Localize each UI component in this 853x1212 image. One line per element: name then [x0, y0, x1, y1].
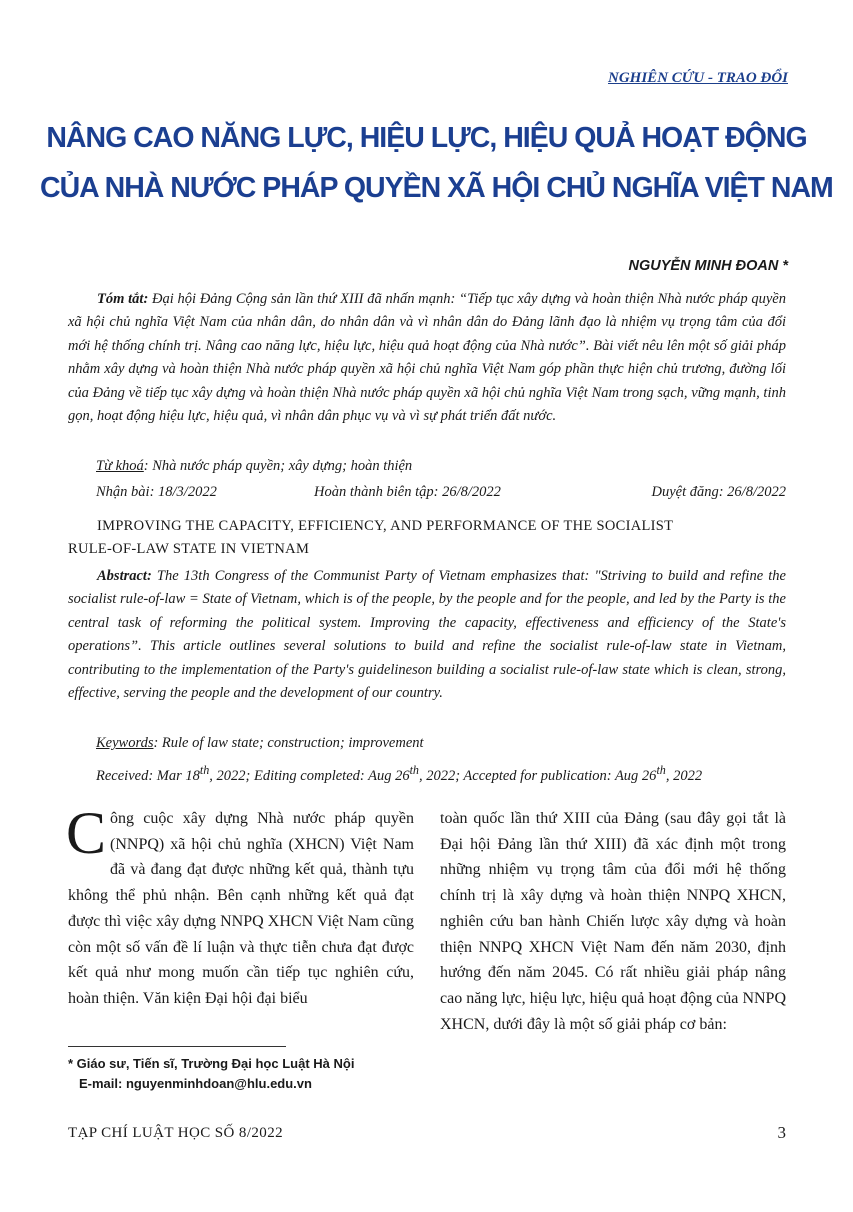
accepted-en-sup: th	[656, 763, 666, 777]
footnote-email: E-mail: nguyenminhdoan@hlu.edu.vn	[79, 1076, 312, 1091]
received-date: Nhận bài: 18/3/2022	[96, 484, 217, 500]
keywords-vi-label: Từ khoá	[96, 458, 144, 474]
dates-en	[96, 759, 786, 788]
keywords-en	[96, 732, 786, 755]
footnote	[68, 1054, 428, 1094]
author: NGUYỄN MINH ĐOAN *	[628, 258, 788, 274]
drop-cap: C	[66, 800, 107, 866]
footnote-divider	[68, 1046, 286, 1047]
section-tag: NGHIÊN CỨU - TRAO ĐỔI	[608, 70, 788, 86]
abstract-en-label: Abstract:	[97, 568, 152, 584]
edited-en: , 2022; Editing completed: Aug 26	[209, 767, 410, 784]
edited-en-sup: th	[409, 763, 419, 777]
abstract-en-text: The 13th Congress of the Communist Party of Vietnam emphasizes that: "Striving to build and refine the socialist rule-of-law = State of Vietnam, which is of the people, by the people and for the people, and led by the Party is the central task of reforming the political system. Improving the capacity, effectiveness and efficiency of the State's operations”. This article outlines several solutions to build and refine the socialist rule-of-law state in Vietnam, contributing to the implementation of the Party's guidelineson building a socialist rule-of-law state which is clean, strong, effective, serving the people and the development of our country.	[68, 568, 786, 702]
keywords-vi	[96, 455, 786, 478]
abstract-vi-label: Tóm tắt:	[97, 291, 149, 307]
english-title-line1: IMPROVING THE CAPACITY, EFFICIENCY, AND PERFORMANCE OF THE SOCIALIST	[97, 518, 674, 534]
dates-vi	[96, 484, 786, 506]
journal-footer: TẠP CHÍ LUẬT HỌC SỐ 8/2022	[68, 1125, 283, 1141]
accepted-date: Duyệt đăng: 26/8/2022	[651, 484, 786, 500]
edited-date: Hoàn thành biên tập: 26/8/2022	[314, 484, 501, 500]
received-en: Received: Mar 18	[96, 767, 200, 784]
body-left-text: ông cuộc xây dựng Nhà nước pháp quyền (NNPQ) xã hội chủ nghĩa (XHCN) Việt Nam đã và đang đạt được những kết quả, thành tựu không thể phủ nhận. Bên cạnh những kết quả đạt được thì việc xây dựng NNPQ XHCN Việt Nam cũng còn một số vấn đề lí luận và thực tiễn chưa đạt được kết quả như mong muốn cần tiếp tục nghiên cứu, hoàn thiện. Văn kiện Đại hội đại biểu	[68, 810, 414, 1007]
body-column-left	[66, 800, 414, 1012]
abstract-vi	[68, 288, 786, 428]
article-title-line2: CỦA NHÀ NƯỚC PHÁP QUYỀN XÃ HỘI CHỦ NGHĨA VIỆT NAM	[40, 172, 833, 204]
abstract-en	[68, 565, 786, 705]
keywords-vi-text: : Nhà nước pháp quyền; xây dựng; hoàn thiện	[143, 458, 413, 474]
english-title	[68, 515, 786, 561]
body-column-right	[440, 806, 786, 1037]
keywords-en-label: Keywords	[96, 735, 154, 751]
footnote-affiliation: * Giáo sư, Tiến sĩ, Trường Đại học Luật Hà Nội	[68, 1056, 355, 1071]
english-title-line2: RULE-OF-LAW STATE IN VIETNAM	[68, 541, 310, 557]
accepted-en: , 2022; Accepted for publication: Aug 26	[418, 767, 657, 784]
abstract-vi-text: Đại hội Đảng Cộng sản lần thứ XIII đã nhấn mạnh: “Tiếp tục xây dựng và hoàn thiện Nhà nước pháp quyền xã hội chủ nghĩa Việt Nam của nhân dân, do nhân dân và vì nhân dân do Đảng lãnh đạo là nhiệm vụ trọng tâm của đổi mới hệ thống chính trị. Nâng cao năng lực, hiệu lực, hiệu quả hoạt động của Nhà nước”. Bài viết nêu lên một số giải pháp nhằm xây dựng và hoàn thiện Nhà nước pháp quyền xã hội chủ nghĩa Việt Nam góp phần thực hiện chủ trương, đường lối của Đảng về tiếp tục xây dựng và hoàn thiện Nhà nước pháp quyền xã hội chủ nghĩa Việt Nam trong sạch, vững mạnh, tinh gọn, hoạt động hiệu lực, hiệu quả, vì nhân dân phục vụ và vì sự phát triển đất nước.	[68, 291, 786, 425]
keywords-en-text: : Rule of law state; construction; improvement	[153, 735, 424, 751]
dates-en-tail: , 2022	[665, 767, 703, 784]
article-title-line1: NÂNG CAO NĂNG LỰC, HIỆU LỰC, HIỆU QUẢ HOẠT ĐỘNG	[46, 122, 807, 154]
body-right-text: toàn quốc lần thứ XIII của Đảng (sau đây gọi tắt là Đại hội Đảng lần thứ XIII) đã xác định một trong những nhiệm vụ trọng tâm của đổi mới hệ thống chính trị là xây dựng và hoàn thiện NNPQ XHCN, nghiên cứu ban hành Chiến lược xây dựng và hoàn thiện NNPQ XHCN Việt Nam đến năm 2030, định hướng đến năm 2045. Có rất nhiều giải pháp nâng cao năng lực, hiệu lực, hiệu quả hoạt động của NNPQ XHCN, dưới đây là một số giải pháp cơ bản:	[440, 810, 786, 1033]
page-number: 3	[777, 1123, 786, 1142]
received-en-sup: th	[199, 763, 210, 777]
